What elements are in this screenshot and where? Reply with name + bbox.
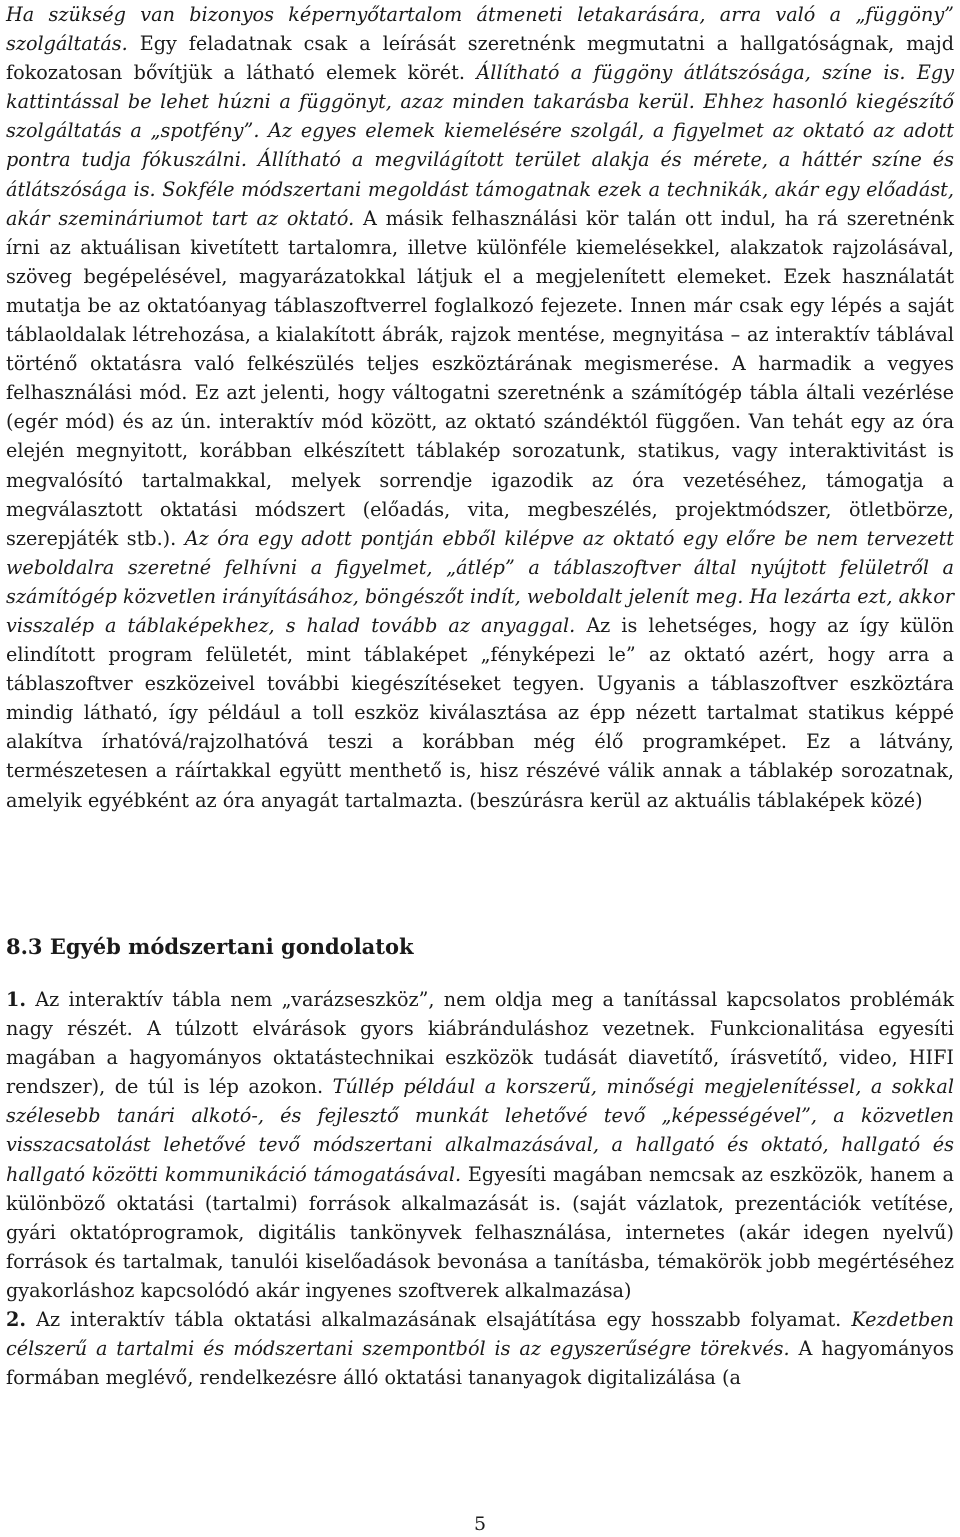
- intro-sentence: Ugyanis a táblaszoftver eszköztára mindig látható, így például a toll eszköz kiválasztása az épp nézett tartalmat statikus képpé alakítva írhatóvá/rajzolhatóvá teszi a korábban még élő programképet.: [6, 672, 954, 754]
- point-1-number: 1.: [6, 988, 27, 1011]
- point-2-sentence: A hagyományos formában meglévő, rendelkezésre álló oktatási tananyagok digitalizálása (a: [6, 1337, 954, 1390]
- point-2-sentence: Kezdetben célszerű a tartalmi és módszertani szempontból is az egyszerűségre törekvés.: [6, 1308, 954, 1361]
- intro-sentence: Van tehát egy az óra elején megnyitott, korábban elkészített táblakép sorozatunk, statikus, vagy interaktivitást is megvalósító tartalmakkal, melyek sorrendje igazodik az óra vezetéséhez, támogatja a megválasztott oktatási módszert (előadás, vita, megbeszélés, projektmódszer, ötletbörze, szerepjáték stb.).: [6, 410, 955, 550]
- intro-sentence: Állítható a megvilágított terület alakja és mérete, a háttér színe és átlátszósága is.: [6, 148, 954, 201]
- point-2-number: 2.: [6, 1308, 27, 1332]
- point-1-sentence: Egyesíti magában nemcsak az eszközök, hanem a különböző oktatási (tartalmi) források alkalmazását is. (saját vázlatok, prezentációk vetítése, gyári oktatóprogramok, digitális tankönyvek felhasználása, internetes (akár idegen nyelvű) források és tartalmak, tanulói kiselőadások bevonása a tanításba, témakörök jobb megértéséhez gyakorláshoz kapcsolódó akár ingyenes szoftverek alkalmazása): [6, 1162, 954, 1302]
- point-2-sentence: Az interaktív tábla oktatási alkalmazásának elsajátítása egy hosszabb folyamat.: [36, 1308, 842, 1332]
- intro-sentence: Egy kattintással be lehet húzni a függönyt, azaz minden takarásba kerül.: [6, 61, 955, 114]
- section-heading: 8.3 Egyéb módszertani gondolatok: [6, 934, 414, 959]
- intro-sentence: Ehhez hasonló kiegészítő szolgáltatás a „spotfény”.: [6, 90, 954, 143]
- intro-sentence: Innen már csak egy lépés a saját táblaoldalak létrehozása, a kialakított ábrák, rajzok mentése, megnyitása – az interaktív táblával történő oktatásra való felkészülés teljes eszköztárának megismerése.: [6, 293, 954, 376]
- point-1-sentence: Funkcionalitása egyesíti magában a hagyományos oktatástechnikai eszközök tudását diavetítő, írásvetítő, video, HIFI rendszer), de túl is lép azokon.: [6, 1017, 955, 1099]
- intro-sentence: A harmadik a vegyes felhasználási mód.: [6, 352, 955, 405]
- intro-paragraph: [6, 0, 954, 815]
- intro-text: [6, 0, 954, 815]
- intro-sentence: Egy feladatnak csak a leírását szeretnénk megmutatni a hallgatóságnak, majd fokozatosan bővítjük a látható elemek körét.: [6, 32, 954, 85]
- intro-sentence: Ha lezárta ezt, akkor visszalép a táblaképekhez, s halad tovább az anyaggal.: [6, 584, 954, 637]
- point-1: [6, 985, 954, 1305]
- intro-sentence: Ezek használatát mutatja be az oktatóanyag táblaszoftverrel foglalkozó fejezete.: [6, 264, 954, 317]
- points-block: [6, 985, 954, 1392]
- intro-sentence: Sokféle módszertani megoldást támogatnak ezek a technikák, akár egy előadást, akár szemináriumot tart az oktató.: [6, 177, 954, 230]
- intro-sentence: Ez a látvány, természetesen a ráírtakkal együtt menthető is, hisz részévé válik annak a táblakép sorozatnak, amelyik egyébként az óra anyagát tartalmazta. (beszúrásra kerül az aktuális táblaképek közé): [6, 730, 954, 812]
- intro-sentence: Az is lehetséges, hogy az így külön elindított program felületét, mint táblaképet „fényképezi le” az oktató azért, hogy arra a táblaszoftver eszközeivel további kiegészítéseket tegyen.: [6, 613, 954, 696]
- intro-sentence: Állítható a függöny átlátszósága, színe is.: [476, 61, 906, 85]
- intro-sentence: Az óra egy adott pontján ebből kilépve az oktató egy előre be nem tervezett weboldalra szeretné felhívni a figyelmet, „átlép” a táblaszoftver által nyújtott felületről a számítógép közvetlen irányításához, böngészőt indít, weboldalt jelenít meg.: [6, 526, 954, 608]
- point-2: [6, 1305, 954, 1392]
- point-1-sentence: Az interaktív tábla nem „varázseszköz”, nem oldja meg a tanítással kapcsolatos problémák nagy részét.: [6, 988, 954, 1041]
- intro-sentence: Az egyes elemek kiemelésére szolgál, a figyelmet az oktató az adott pontra tudja fókuszálni.: [6, 119, 954, 172]
- point-1-sentence: A túlzott elvárások gyors kiábránduláshoz vezetnek.: [146, 1017, 696, 1041]
- intro-sentence: Ha szükség van bizonyos képernyőtartalom átmeneti letakarására, arra való a „függöny” szolgáltatás.: [6, 3, 954, 56]
- intro-sentence: A másik felhasználási kör talán ott indul, ha rá szeretnénk írni az aktuálisan kivetített tartalomra, illetve különféle kiemelésekkel, alakzatok rajzolásával, szöveg begépelésével, magyarázatokkal látjuk el a megjelenített elemeket.: [6, 206, 954, 288]
- point-1-sentence: Túllép például a korszerű, minőségi megjelenítéssel, a sokkal szélesebb tanári alkotó-, és fejlesztő munkát lehetővé tevő „képességével”, a közvetlen visszacsatolást lehetővé tevő módszertani alkalmazásával, a hallgató és oktató, hallgató és hallgató közötti kommunikáció támogatásával.: [6, 1075, 954, 1186]
- intro-sentence: Ez azt jelenti, hogy váltogatni szeretnénk a számítógép tábla általi vezérlése (egér mód) és az ún. interaktív mód között, az oktató szándéktól függően.: [6, 381, 954, 434]
- page-number: 5: [473, 1513, 487, 1535]
